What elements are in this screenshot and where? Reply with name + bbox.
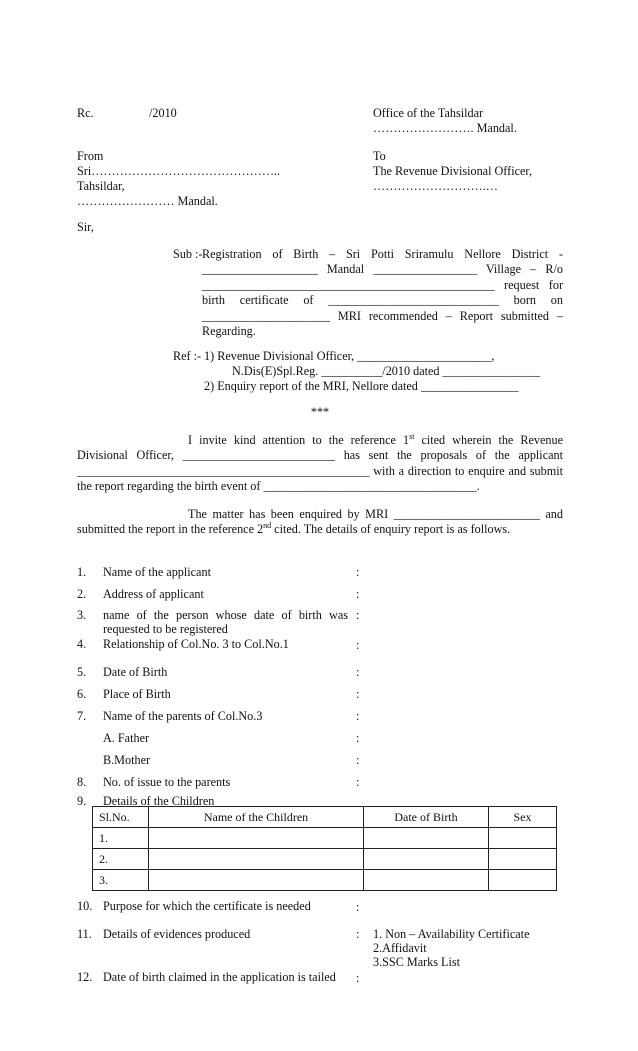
item-colon: : — [356, 687, 360, 701]
table-cell — [364, 870, 489, 891]
item-label-children-details: Details of the Children — [103, 794, 215, 808]
table-header-row — [93, 807, 557, 828]
table-cell — [489, 828, 557, 849]
item-label-parents: Name of the parents of Col.No.3 — [103, 709, 263, 723]
paragraph-2 — [77, 507, 563, 538]
item-colon: : — [356, 665, 360, 679]
item-colon: : — [356, 608, 360, 622]
table-header-cell: Sl.No. — [93, 807, 149, 828]
item-colon: : — [356, 753, 360, 767]
table-cell — [149, 849, 364, 870]
reference-label: Ref :- — [173, 349, 202, 363]
rc-year: /2010 — [149, 106, 177, 120]
reference-line3: 2) Enquiry report of the MRI, Nellore dated ________________ — [204, 379, 519, 393]
office-mandal: ……………………. Mandal. — [373, 121, 517, 135]
salutation: Sir, — [77, 220, 94, 234]
item-colon: : — [356, 775, 360, 789]
table-cell — [364, 828, 489, 849]
item-label-date-of-birth: Date of Birth — [103, 665, 168, 679]
item-label-relationship: Relationship of Col.No. 3 to Col.No.1 — [103, 637, 289, 651]
reference-line2: N.Dis(E)Spl.Reg. __________/2010 dated ________________ — [232, 364, 541, 378]
item-number: 9. — [77, 794, 87, 808]
from-mandal: …………………… Mandal. — [77, 194, 218, 208]
item-number: 4. — [77, 637, 87, 651]
item-label-applicant-name: Name of the applicant — [103, 565, 211, 579]
item-colon: : — [356, 971, 360, 985]
item-colon: : — [356, 927, 360, 941]
table-cell — [364, 849, 489, 870]
item-number: 11. — [77, 927, 92, 941]
item-label-applicant-address: Address of applicant — [103, 587, 204, 601]
table-row — [93, 870, 557, 891]
table-row — [93, 849, 557, 870]
item-number: 2. — [77, 587, 87, 601]
to-dots: ……………………….… — [373, 179, 498, 193]
paragraph-2-after: cited. The details of enquiry report is as follows. — [271, 522, 511, 537]
paragraph-1-sup: st — [409, 431, 415, 441]
table-row — [93, 828, 557, 849]
item-number: 3. — [77, 608, 87, 622]
item-colon: : — [356, 709, 360, 723]
to-label: To — [373, 149, 386, 163]
evidence-item: 2.Affidavit — [373, 941, 427, 955]
item-number: 5. — [77, 665, 87, 679]
table-cell — [489, 870, 557, 891]
table-header-cell: Date of Birth — [364, 807, 489, 828]
evidence-item: 1. Non – Availability Certificate — [373, 927, 530, 941]
paragraph-2-before: The matter has been enquired by MRI ________________________ and submitted the report in the reference 2 — [77, 507, 563, 537]
table-cell-slno: 2. — [93, 849, 149, 870]
table-cell — [149, 828, 364, 849]
item-label-place-of-birth: Place of Birth — [103, 687, 171, 701]
item-number: 6. — [77, 687, 87, 701]
paragraph-1 — [77, 433, 563, 495]
item-label-father: A. Father — [103, 731, 150, 745]
table-header-cell: Sex — [489, 807, 557, 828]
paragraph-1-before: I invite kind attention to the reference 1 — [188, 433, 410, 447]
from-label: From — [77, 149, 104, 163]
item-label-issue: No. of issue to the parents — [103, 775, 231, 789]
separator: *** — [310, 405, 330, 419]
item-number: 12. — [77, 970, 93, 984]
from-sri: Sri……………………………………….. — [77, 164, 281, 178]
item-colon: : — [356, 900, 360, 914]
paragraph-2-sup: nd — [263, 521, 272, 531]
item-colon: : — [356, 731, 360, 745]
item-label-purpose: Purpose for which the certificate is needed — [103, 899, 311, 913]
table-cell-slno: 1. — [93, 828, 149, 849]
item-number: 8. — [77, 775, 87, 789]
item-number: 10. — [77, 899, 93, 913]
children-table — [92, 806, 557, 891]
table-header-cell: Name of the Children — [149, 807, 364, 828]
reference-line1: 1) Revenue Divisional Officer, ______________________, — [204, 349, 495, 363]
to-officer: The Revenue Divisional Officer, — [373, 164, 533, 178]
item-label-person-name: name of the person whose date of birth was requested to be registered — [103, 608, 348, 636]
evidence-item: 3.SSC Marks List — [373, 955, 461, 969]
subject-text: Registration of Birth – Sri Potti Sriramulu Nellore District - ___________________ Mandal _________________ Village – R/o ________________________________________________ request for birth certificate of ____________________________ born on _____________________ MRI recommended – Report submitted – Regarding. — [202, 247, 563, 339]
item-label-mother: B.Mother — [103, 753, 151, 767]
item-colon: : — [356, 565, 360, 579]
subject-label: Sub :- — [173, 247, 203, 261]
item-label-evidences: Details of evidences produced — [103, 927, 251, 941]
item-number: 1. — [77, 565, 87, 579]
table-cell — [149, 870, 364, 891]
paragraph-1-after: cited wherein the Revenue Divisional Officer, _________________________ has sent the proposals of the applicant ________________________________________________ with a direction to enquire and submit the report regarding the birth event of ___________________________________. — [77, 433, 564, 494]
item-label-dob-claimed: Date of birth claimed in the application is tailed — [103, 970, 336, 984]
from-tahsildar: Tahsildar, — [77, 179, 125, 193]
rc-label: Rc. — [77, 106, 94, 120]
office-title: Office of the Tahsildar — [373, 106, 484, 120]
item-colon: : — [356, 638, 360, 652]
table-cell-slno: 3. — [93, 870, 149, 891]
table-cell — [489, 849, 557, 870]
item-number: 7. — [77, 709, 87, 723]
item-colon: : — [356, 587, 360, 601]
